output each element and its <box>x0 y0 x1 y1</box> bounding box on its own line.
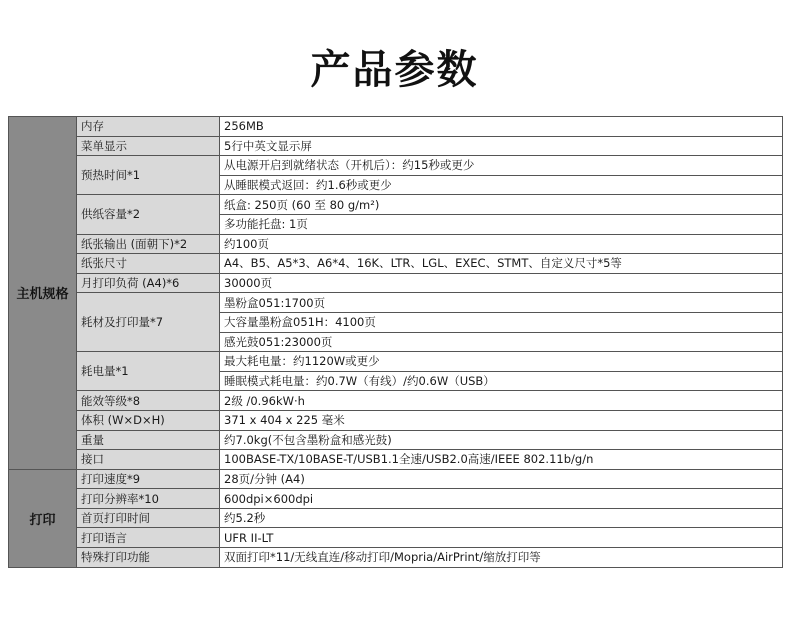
spec-label: 菜单显示 <box>77 136 220 156</box>
spec-label: 耗电量*1 <box>77 352 220 391</box>
spec-value: 墨粉盒051:1700页 <box>220 293 783 313</box>
spec-value: 约5.2秒 <box>220 508 783 528</box>
spec-value: 5行中英文显示屏 <box>220 136 783 156</box>
spec-label: 接口 <box>77 450 220 470</box>
spec-value: 28页/分钟 (A4) <box>220 469 783 489</box>
spec-label: 供纸容量*2 <box>77 195 220 234</box>
spec-value: 100BASE-TX/10BASE-T/USB1.1全速/USB2.0高速/IEEE 802.11b/g/n <box>220 450 783 470</box>
spec-row <box>9 156 783 176</box>
spec-label: 纸张尺寸 <box>77 254 220 274</box>
spec-value: UFR II-LT <box>220 528 783 548</box>
spec-row <box>9 489 783 509</box>
spec-label: 打印分辨率*10 <box>77 489 220 509</box>
spec-label: 打印语言 <box>77 528 220 548</box>
spec-row <box>9 430 783 450</box>
spec-value: A4、B5、A5*3、A6*4、16K、LTR、LGL、EXEC、STMT、自定义尺寸*5等 <box>220 254 783 274</box>
spec-value: 最大耗电量：约1120W或更少 <box>220 352 783 372</box>
group-label: 打印 <box>9 469 77 567</box>
spec-value: 从睡眠模式返回：约1.6秒或更少 <box>220 175 783 195</box>
spec-label: 能效等级*8 <box>77 391 220 411</box>
spec-row <box>9 254 783 274</box>
spec-row <box>9 234 783 254</box>
spec-row <box>9 293 783 313</box>
spec-row <box>9 469 783 489</box>
spec-value: 从电源开启到就绪状态（开机后）：约15秒或更少 <box>220 156 783 176</box>
spec-value: 371 x 404 x 225 毫米 <box>220 410 783 430</box>
spec-table-body <box>9 117 783 568</box>
spec-value: 双面打印*11/无线直连/移动打印/Mopria/AirPrint/缩放打印等 <box>220 548 783 568</box>
spec-value: 睡眠模式耗电量：约0.7W（有线）/约0.6W（USB） <box>220 371 783 391</box>
spec-value: 256MB <box>220 117 783 137</box>
spec-row <box>9 450 783 470</box>
spec-row <box>9 508 783 528</box>
spec-label: 打印速度*9 <box>77 469 220 489</box>
spec-value: 600dpi×600dpi <box>220 489 783 509</box>
spec-row <box>9 548 783 568</box>
spec-label: 体积 (W×D×H) <box>77 410 220 430</box>
page-title: 产品参数 <box>310 47 479 93</box>
spec-label: 内存 <box>77 117 220 137</box>
spec-label: 首页打印时间 <box>77 508 220 528</box>
spec-label: 重量 <box>77 430 220 450</box>
spec-row <box>9 195 783 215</box>
spec-row <box>9 273 783 293</box>
spec-row <box>9 136 783 156</box>
spec-value: 30000页 <box>220 273 783 293</box>
spec-label: 月打印负荷 (A4)*6 <box>77 273 220 293</box>
spec-value: 大容量墨粉盒051H：4100页 <box>220 312 783 332</box>
spec-row <box>9 528 783 548</box>
spec-label: 纸张输出 (面朝下)*2 <box>77 234 220 254</box>
spec-value: 约7.0kg(不包含墨粉盒和感光鼓) <box>220 430 783 450</box>
spec-row <box>9 352 783 372</box>
spec-row <box>9 117 783 137</box>
spec-label: 特殊打印功能 <box>77 548 220 568</box>
spec-value: 多功能托盘: 1页 <box>220 214 783 234</box>
spec-value: 感光鼓051:23000页 <box>220 332 783 352</box>
spec-row <box>9 391 783 411</box>
spec-value: 2级 /0.96kW·h <box>220 391 783 411</box>
group-label: 主机规格 <box>9 117 77 470</box>
spec-table <box>8 116 783 568</box>
spec-value: 约100页 <box>220 234 783 254</box>
spec-label: 预热时间*1 <box>77 156 220 195</box>
spec-label: 耗材及打印量*7 <box>77 293 220 352</box>
spec-row <box>9 410 783 430</box>
spec-value: 纸盒: 250页 (60 至 80 g/m²) <box>220 195 783 215</box>
